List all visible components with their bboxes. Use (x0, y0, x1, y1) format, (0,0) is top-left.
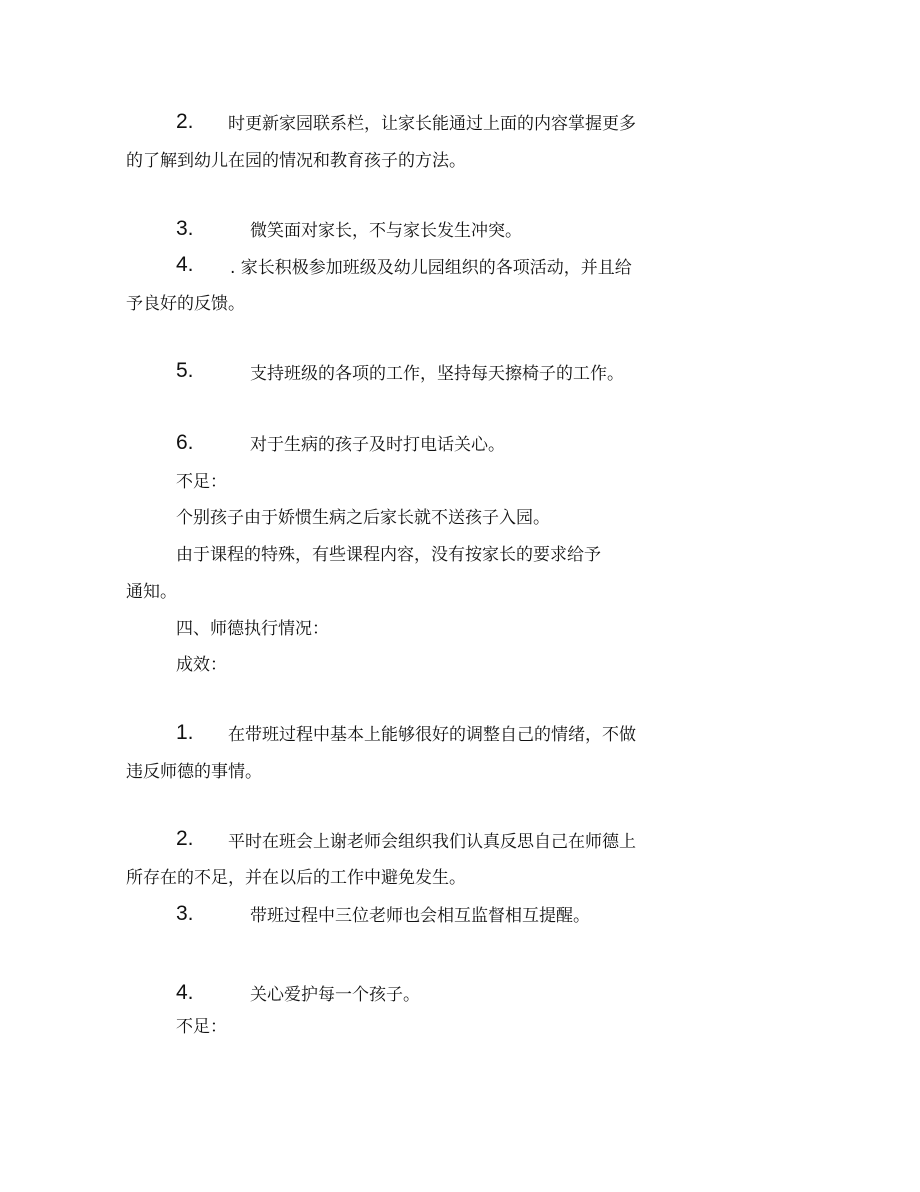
list-number: 4. (176, 981, 194, 1004)
list-item-text: 在带班过程中基本上能够很好的调整自己的情绪，不做 (228, 725, 636, 745)
list-item-text: 微笑面对家长，不与家长发生冲突。 (250, 221, 522, 241)
deficiency-label: 不足： (176, 472, 227, 492)
list-item-text: 对于生病的孩子及时打电话关心。 (250, 435, 505, 455)
list-item-text: 支持班级的各项的工作，坚持每天擦椅子的工作。 (250, 364, 624, 384)
list-item-text: 时更新家园联系栏，让家长能通过上面的内容掌握更多 (228, 114, 636, 134)
list-item-text: 的了解到幼儿在园的情况和教育孩子的方法。 (126, 151, 466, 171)
list-item-text: . 家长积极参加班级及幼儿园组织的各项活动，并且给 (230, 258, 632, 278)
results-label: 成效： (176, 655, 227, 675)
list-item-text: 带班过程中三位老师也会相互监督相互提醒。 (250, 906, 590, 926)
list-item-text: 予良好的反馈。 (126, 294, 245, 314)
paragraph-text: 通知。 (126, 582, 177, 602)
section-heading: 四、师德执行情况： (176, 619, 329, 639)
list-item-text: 违反师德的事情。 (126, 762, 262, 782)
list-number: 3. (176, 217, 194, 240)
list-number: 1. (176, 721, 194, 744)
list-number: 6. (176, 431, 194, 454)
deficiency-label: 不足： (176, 1017, 227, 1037)
paragraph-text: 个别孩子由于娇惯生病之后家长就不送孩子入园。 (176, 508, 550, 528)
paragraph-text: 由于课程的特殊，有些课程内容，没有按家长的要求给予 (176, 545, 601, 565)
list-number: 3. (176, 902, 194, 925)
list-number: 5. (176, 359, 194, 382)
list-item-text: 平时在班会上谢老师会组织我们认真反思自己在师德上 (228, 832, 636, 852)
list-number: 2. (176, 110, 194, 133)
list-item-text: 关心爱护每一个孩子。 (250, 985, 420, 1005)
list-number: 2. (176, 827, 194, 850)
list-number: 4. (176, 253, 194, 276)
list-item-text: 所存在的不足，并在以后的工作中避免发生。 (126, 868, 466, 888)
